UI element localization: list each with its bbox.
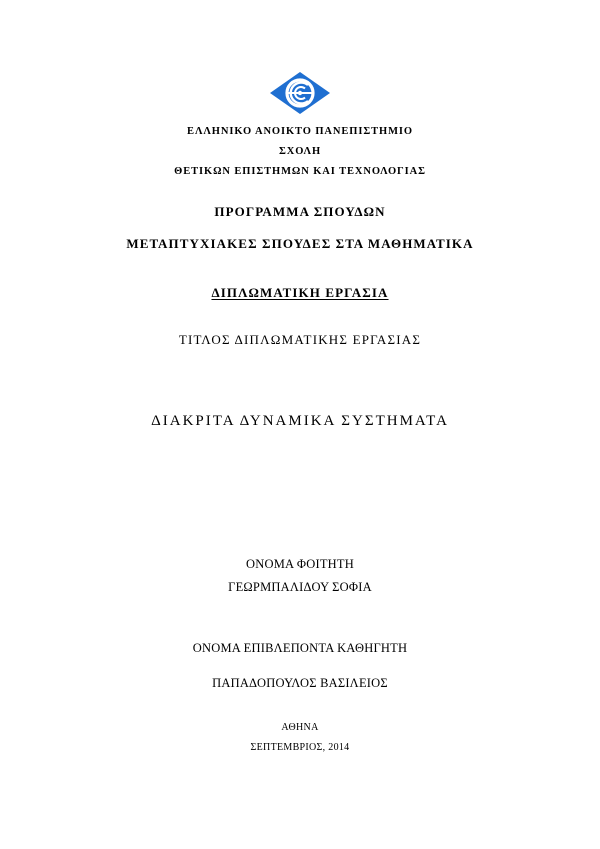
thesis-title-label: ΤΙΤΛΟΣ ΔΙΠΛΩΜΑΤΙΚΗΣ ΕΡΓΑΣΙΑΣ [178, 332, 422, 347]
footer-date: ΣΕΠΤΕΜΒΡΙΟΣ, 2014 [250, 742, 350, 753]
student-label: ΟΝΟΜΑ ΦΟΙΤΗΤΗ [246, 557, 354, 571]
school-label: ΣΧΟΛΗ [278, 146, 322, 157]
student-name: ΓΕΩΡΜΠΑΛΙΔΟΥ ΣΟΦΙΑ [228, 580, 372, 594]
program-name: ΜΕΤΑΠΤΥΧΙΑΚΕΣ ΣΠΟΥΔΕΣ ΣΤΑ ΜΑΘΗΜΑΤΙΚΑ [126, 236, 474, 251]
school-name: ΘΕΤΙΚΩΝ ΕΠΙΣΤΗΜΩΝ ΚΑΙ ΤΕΧΝΟΛΟΓΙΑΣ [174, 166, 426, 177]
program-label: ΠΡΟΓΡΑΜΜΑ ΣΠΟΥΔΩΝ [214, 204, 386, 219]
supervisor-name: ΠΑΠΑΔΟΠΟΥΛΟΣ ΒΑΣΙΛΕΙΟΣ [212, 676, 388, 690]
thesis-type: ΔΙΠΛΩΜΑΤΙΚΗ ΕΡΓΑΣΙΑ [211, 285, 389, 300]
university-name: ΕΛΛΗΝΙΚΟ ΑΝΟΙΚΤΟ ΠΑΝΕΠΙΣΤΗΜΙΟ [187, 126, 413, 137]
supervisor-label: ΟΝΟΜΑ ΕΠΙΒΛΕΠΟΝΤΑ ΚΑΘΗΓΗΤΗ [192, 641, 408, 655]
footer-city: ΑΘΗΝΑ [281, 722, 319, 733]
university-logo-icon [269, 71, 331, 115]
thesis-title: ΔΙΑΚΡΙΤΑ ΔΥΝΑΜΙΚΑ ΣΥΣΤΗΜΑΤΑ [151, 413, 449, 429]
